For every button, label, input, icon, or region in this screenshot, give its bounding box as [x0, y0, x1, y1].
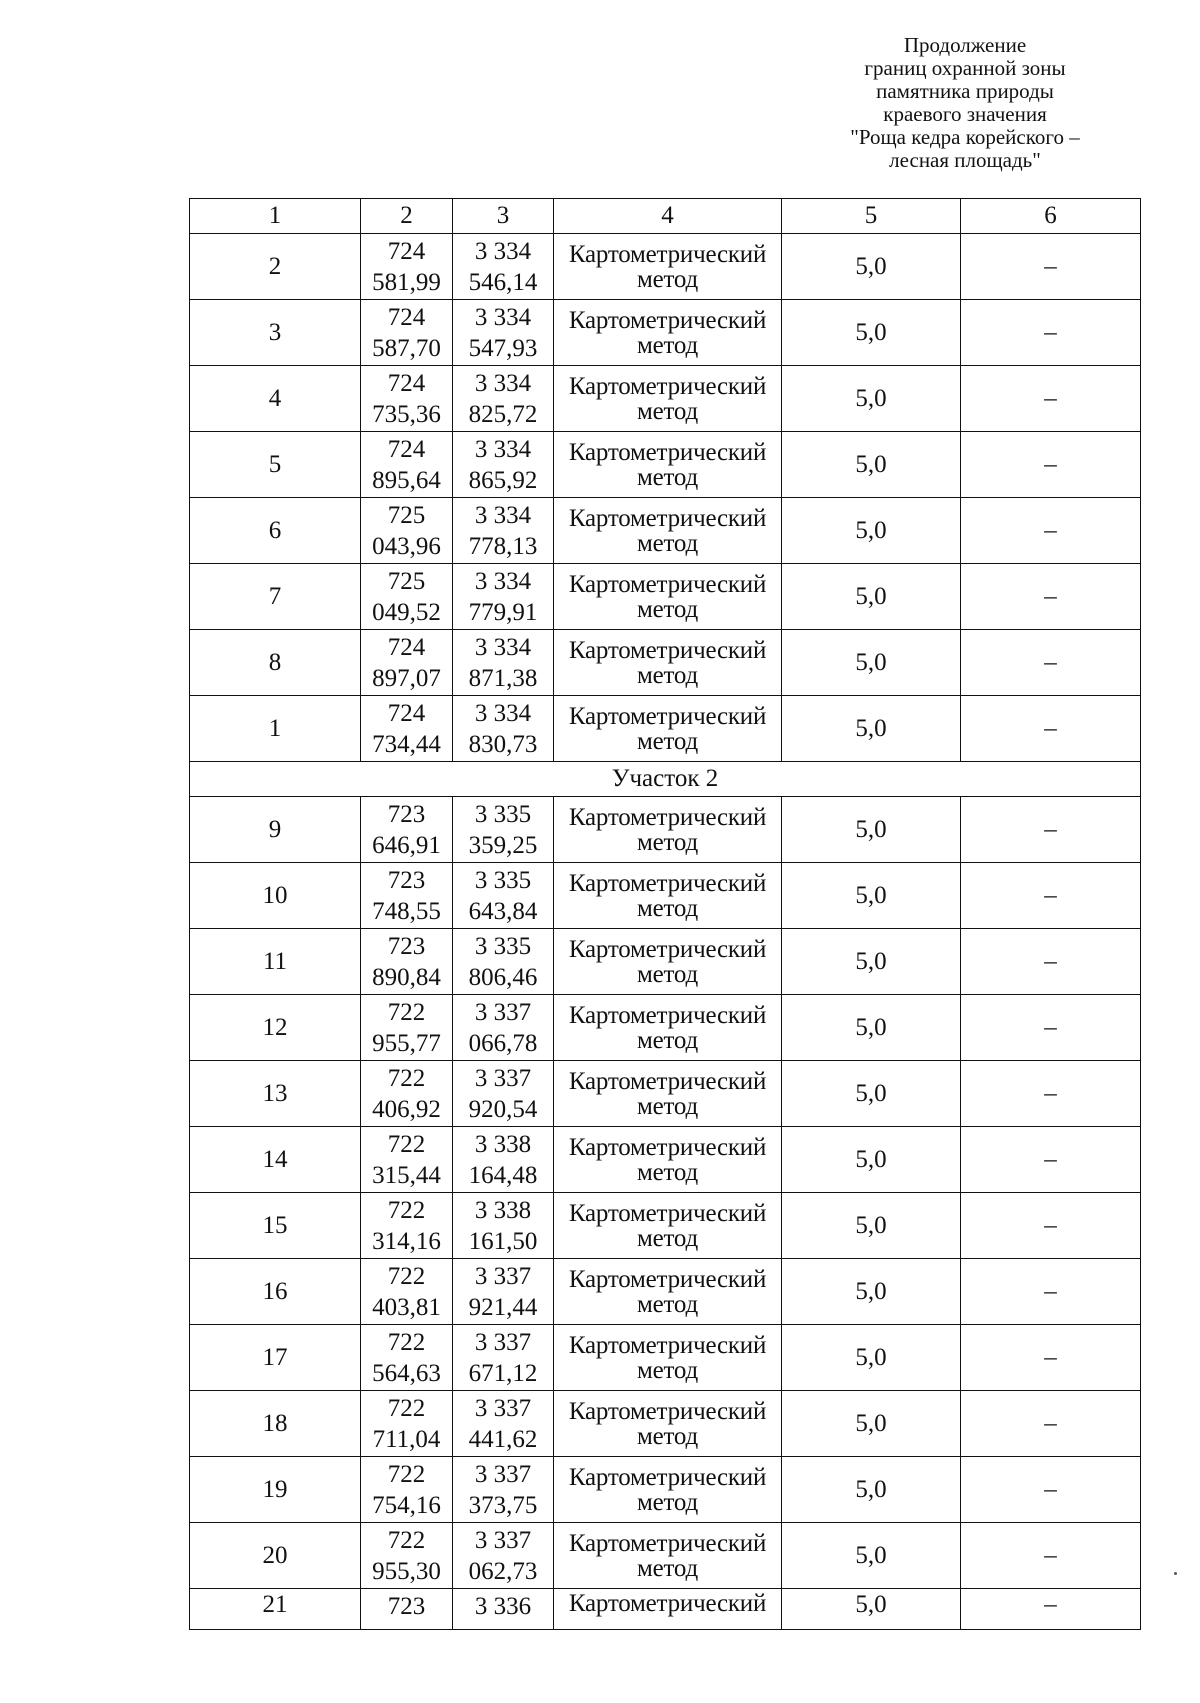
method-line: Картометрический [568, 935, 767, 963]
coordinate-y [453, 234, 554, 300]
coordinate-x-part: 955,77 [372, 1029, 441, 1057]
point-number: 2 [190, 234, 361, 300]
coordinate-y [453, 1523, 554, 1589]
method [554, 797, 782, 863]
coordinate-x [361, 995, 453, 1061]
method-line: Картометрический [568, 1397, 767, 1425]
accuracy: 5,0 [782, 1391, 961, 1457]
accuracy: 5,0 [782, 995, 961, 1061]
coordinate-y-part: 3 337 [474, 1262, 532, 1290]
coordinate-x [361, 1259, 453, 1325]
method-line: метод [636, 1158, 698, 1186]
coordinate-y [453, 929, 554, 995]
accuracy: 5,0 [782, 1325, 961, 1391]
coordinate-y-part: 373,75 [468, 1491, 538, 1519]
coordinate-x [361, 498, 453, 564]
column-header: 1 [190, 199, 361, 234]
table-row [190, 1457, 1141, 1523]
scan-speck [1174, 1572, 1177, 1575]
method-line: метод [636, 397, 698, 425]
accuracy: 5,0 [782, 1061, 961, 1127]
coordinate-x-part: 897,07 [372, 664, 441, 692]
accuracy: 5,0 [782, 1589, 961, 1630]
coordinate-x [361, 1325, 453, 1391]
note: – [961, 432, 1141, 498]
coordinate-x-part: 043,96 [372, 532, 441, 560]
method-line: метод [636, 1026, 698, 1054]
coordinate-y-part: 3 334 [474, 369, 532, 397]
coordinate-x-part: 722 [387, 998, 426, 1026]
coordinate-y-part: 3 334 [474, 633, 532, 661]
coordinate-y-part: 3 334 [474, 501, 532, 529]
coordinate-y-part: 779,91 [468, 598, 538, 626]
method-line: метод [636, 529, 698, 557]
method-line: метод [636, 1290, 698, 1318]
coordinate-y [453, 863, 554, 929]
method [554, 1127, 782, 1193]
coordinate-x [361, 1523, 453, 1589]
table-row [190, 1127, 1141, 1193]
coordinate-y-part: 161,50 [468, 1227, 538, 1255]
method [554, 1523, 782, 1589]
method [554, 929, 782, 995]
coordinate-x-part: 754,16 [372, 1491, 441, 1519]
coordinate-x-part: 735,36 [372, 400, 441, 428]
note: – [961, 1127, 1141, 1193]
coordinate-y-part: 441,62 [468, 1425, 538, 1453]
table-row [190, 1589, 1141, 1630]
coordinate-y-part: 671,12 [468, 1359, 538, 1387]
coordinate-y-part: 3 335 [474, 800, 532, 828]
method-line: Картометрический [568, 570, 767, 598]
coordinate-y [453, 1193, 554, 1259]
coordinate-y-part: 3 335 [474, 932, 532, 960]
coordinate-x-part: 722 [387, 1064, 426, 1092]
coordinate-x-part: 722 [387, 1526, 426, 1554]
coordinate-x-part: 724 [387, 303, 426, 331]
table-row [190, 863, 1141, 929]
coordinate-y-part: 062,73 [468, 1557, 538, 1585]
note: – [961, 630, 1141, 696]
coordinate-y [453, 630, 554, 696]
method [554, 1589, 782, 1630]
coordinate-x-part: 049,52 [372, 598, 441, 626]
coordinate-x-part: 895,64 [372, 466, 441, 494]
method [554, 1259, 782, 1325]
coordinate-y-part: 865,92 [468, 466, 538, 494]
coordinate-y [453, 1127, 554, 1193]
accuracy: 5,0 [782, 1259, 961, 1325]
accuracy: 5,0 [782, 863, 961, 929]
accuracy: 5,0 [782, 366, 961, 432]
method-line: Картометрический [568, 1199, 767, 1227]
coordinates-table [189, 198, 1141, 1630]
method [554, 234, 782, 300]
coordinate-x-part: 723 [387, 800, 426, 828]
caption-line: Продолжение [903, 33, 1027, 57]
coordinate-y-part: 3 337 [474, 1526, 532, 1554]
note: – [961, 498, 1141, 564]
method [554, 1457, 782, 1523]
method-line: Картометрический [568, 1590, 767, 1617]
method [554, 300, 782, 366]
coordinate-y [453, 696, 554, 762]
coordinate-x-part: 722 [387, 1460, 426, 1488]
note: – [961, 1523, 1141, 1589]
column-header: 3 [453, 199, 554, 234]
point-number: 16 [190, 1259, 361, 1325]
coordinate-y-part: 3 338 [474, 1196, 532, 1224]
method-line: метод [636, 1422, 698, 1450]
table-row [190, 630, 1141, 696]
table-row [190, 995, 1141, 1061]
method-line: метод [636, 828, 698, 856]
method-line: метод [636, 1224, 698, 1252]
point-number: 6 [190, 498, 361, 564]
coordinate-y-part: 825,72 [468, 400, 538, 428]
coordinate-y-part: 3 337 [474, 998, 532, 1026]
point-number: 17 [190, 1325, 361, 1391]
point-number: 10 [190, 863, 361, 929]
coordinate-x [361, 1193, 453, 1259]
note: – [961, 995, 1141, 1061]
method [554, 498, 782, 564]
accuracy: 5,0 [782, 1193, 961, 1259]
section-row [190, 762, 1141, 797]
coordinates-table-body [190, 199, 1141, 1630]
method-line: метод [636, 463, 698, 491]
accuracy: 5,0 [782, 1457, 961, 1523]
note: – [961, 1457, 1141, 1523]
coordinate-x [361, 366, 453, 432]
coordinate-x-part: 724 [387, 633, 426, 661]
method-line: метод [636, 265, 698, 293]
method-line: метод [636, 1554, 698, 1582]
coordinate-x-part: 723 [387, 866, 426, 894]
method [554, 1061, 782, 1127]
point-number: 1 [190, 696, 361, 762]
method [554, 432, 782, 498]
coordinate-y-part: 547,93 [468, 334, 538, 362]
method-line: Картометрический [568, 1463, 767, 1491]
method-line: Картометрический [568, 1067, 767, 1095]
method-line: метод [636, 960, 698, 988]
coordinate-x-part: 314,16 [372, 1227, 441, 1255]
method-line: Картометрический [568, 240, 767, 268]
table-row [190, 1061, 1141, 1127]
coordinate-x-part: 711,04 [372, 1425, 441, 1453]
coordinate-x-part: 723 [387, 1593, 426, 1620]
coordinate-x [361, 1457, 453, 1523]
coordinate-y-part: 3 334 [474, 567, 532, 595]
method-line: Картометрический [568, 869, 767, 897]
coordinate-y-part: 871,38 [468, 664, 538, 692]
method [554, 863, 782, 929]
accuracy: 5,0 [782, 234, 961, 300]
method-line: метод [636, 331, 698, 359]
method-line: Картометрический [568, 372, 767, 400]
coordinate-x [361, 300, 453, 366]
method [554, 1325, 782, 1391]
coordinate-y-part: 3 337 [474, 1394, 532, 1422]
coordinate-y [453, 564, 554, 630]
method [554, 1391, 782, 1457]
table-row [190, 432, 1141, 498]
coordinate-y-part: 3 337 [474, 1064, 532, 1092]
coordinate-y [453, 1391, 554, 1457]
method [554, 630, 782, 696]
coordinate-x [361, 1061, 453, 1127]
coordinate-x-part: 734,44 [372, 730, 441, 758]
point-number: 15 [190, 1193, 361, 1259]
coordinate-y-part: 3 338 [474, 1130, 532, 1158]
coordinate-y [453, 366, 554, 432]
table-row [190, 234, 1141, 300]
coordinate-y [453, 432, 554, 498]
note: – [961, 1259, 1141, 1325]
coordinate-x [361, 797, 453, 863]
method-line: метод [636, 595, 698, 623]
point-number: 11 [190, 929, 361, 995]
table-row [190, 366, 1141, 432]
coordinate-y [453, 1259, 554, 1325]
point-number: 12 [190, 995, 361, 1061]
point-number: 20 [190, 1523, 361, 1589]
table-row [190, 1193, 1141, 1259]
coordinate-y-part: 778,13 [468, 532, 538, 560]
coordinate-x [361, 1127, 453, 1193]
method-line: Картометрический [568, 636, 767, 664]
point-number: 4 [190, 366, 361, 432]
coordinate-x-part: 724 [387, 435, 426, 463]
table-row [190, 300, 1141, 366]
accuracy: 5,0 [782, 929, 961, 995]
table-row [190, 797, 1141, 863]
coordinate-y [453, 1457, 554, 1523]
coordinate-y-part: 3 335 [474, 866, 532, 894]
note: – [961, 300, 1141, 366]
point-number: 19 [190, 1457, 361, 1523]
method-line: Картометрический [568, 702, 767, 730]
caption-line: границ охранной зоны [864, 56, 1066, 80]
coordinate-x [361, 564, 453, 630]
coordinate-x-part: 724 [387, 237, 426, 265]
accuracy: 5,0 [782, 1523, 961, 1589]
column-header: 6 [961, 199, 1141, 234]
coordinate-y-part: 3 334 [474, 237, 532, 265]
table-row [190, 929, 1141, 995]
note: – [961, 929, 1141, 995]
coordinate-x-part: 581,99 [372, 268, 441, 296]
accuracy: 5,0 [782, 630, 961, 696]
point-number: 5 [190, 432, 361, 498]
coordinate-x [361, 234, 453, 300]
caption-line: лесная площадь" [889, 148, 1041, 172]
method-line: Картометрический [568, 1001, 767, 1029]
note: – [961, 797, 1141, 863]
method-line: метод [636, 727, 698, 755]
coordinate-y-part: 830,73 [468, 730, 538, 758]
page-caption [810, 34, 1120, 172]
method-line: Картометрический [568, 1133, 767, 1161]
coordinate-x [361, 432, 453, 498]
coordinate-x-part: 724 [387, 369, 426, 397]
coordinate-x-part: 646,91 [372, 831, 441, 859]
coordinate-y [453, 300, 554, 366]
note: – [961, 366, 1141, 432]
coordinate-y-part: 806,46 [468, 963, 538, 991]
caption-line: "Роща кедра корейского – [850, 125, 1080, 149]
coordinate-y-part: 3 337 [474, 1328, 532, 1356]
note: – [961, 1325, 1141, 1391]
coordinate-x-part: 890,84 [372, 963, 441, 991]
column-header: 2 [361, 199, 453, 234]
table-row [190, 1391, 1141, 1457]
method-line: метод [636, 1356, 698, 1384]
coordinate-y-part: 643,84 [468, 897, 538, 925]
method-line: Картометрический [568, 1331, 767, 1359]
coordinate-x-part: 564,63 [372, 1359, 441, 1387]
caption-line: памятника природы [876, 79, 1054, 103]
coordinate-y-part: 164,48 [468, 1161, 538, 1189]
point-number: 21 [190, 1589, 361, 1630]
coordinate-x-part: 724 [387, 699, 426, 727]
accuracy: 5,0 [782, 300, 961, 366]
coordinate-y [453, 498, 554, 564]
method [554, 366, 782, 432]
method-line: Картометрический [568, 504, 767, 532]
coordinate-x-part: 722 [387, 1394, 426, 1422]
coordinate-x-part: 722 [387, 1196, 426, 1224]
coordinate-y [453, 1325, 554, 1391]
table-row [190, 1523, 1141, 1589]
method-line: метод [636, 1092, 698, 1120]
coordinate-y [453, 1061, 554, 1127]
method-line: метод [636, 894, 698, 922]
method-line: Картометрический [568, 1265, 767, 1293]
coordinate-y [453, 1589, 554, 1630]
table-row [190, 1259, 1141, 1325]
coordinate-y-part: 3 337 [474, 1460, 532, 1488]
coordinate-x-part: 587,70 [372, 334, 441, 362]
point-number: 18 [190, 1391, 361, 1457]
method [554, 1193, 782, 1259]
table-row [190, 564, 1141, 630]
coordinate-y [453, 995, 554, 1061]
coordinate-y-part: 066,78 [468, 1029, 538, 1057]
method-line: Картометрический [568, 803, 767, 831]
note: – [961, 564, 1141, 630]
column-header: 5 [782, 199, 961, 234]
accuracy: 5,0 [782, 797, 961, 863]
coordinate-x-part: 725 [387, 501, 426, 529]
accuracy: 5,0 [782, 564, 961, 630]
method [554, 696, 782, 762]
coordinate-y-part: 921,44 [468, 1293, 538, 1321]
coordinate-y-part: 3 336 [474, 1593, 532, 1620]
coordinate-x-part: 722 [387, 1328, 426, 1356]
method-line: Картометрический [568, 438, 767, 466]
coordinate-x [361, 1391, 453, 1457]
coordinate-x [361, 929, 453, 995]
method-line: метод [636, 661, 698, 689]
coordinate-x-part: 723 [387, 932, 426, 960]
note: – [961, 863, 1141, 929]
point-number: 13 [190, 1061, 361, 1127]
table-row [190, 498, 1141, 564]
column-header: 4 [554, 199, 782, 234]
coordinate-x-part: 403,81 [372, 1293, 441, 1321]
coordinate-y-part: 3 334 [474, 699, 532, 727]
coordinate-x-part: 955,30 [372, 1557, 441, 1585]
point-number: 8 [190, 630, 361, 696]
coordinate-x-part: 406,92 [372, 1095, 441, 1123]
note: – [961, 1193, 1141, 1259]
accuracy: 5,0 [782, 1127, 961, 1193]
table-row [190, 696, 1141, 762]
accuracy: 5,0 [782, 432, 961, 498]
coordinate-y [453, 797, 554, 863]
coordinate-x-part: 725 [387, 567, 426, 595]
note: – [961, 696, 1141, 762]
caption-line: краевого значения [883, 102, 1047, 126]
coordinate-x [361, 630, 453, 696]
coordinate-x [361, 863, 453, 929]
method [554, 564, 782, 630]
coordinate-y-part: 359,25 [468, 831, 538, 859]
coordinate-y-part: 546,14 [468, 268, 538, 296]
coordinate-x [361, 696, 453, 762]
coordinate-x-part: 722 [387, 1262, 426, 1290]
point-number: 14 [190, 1127, 361, 1193]
note: – [961, 1061, 1141, 1127]
note: – [961, 234, 1141, 300]
accuracy: 5,0 [782, 498, 961, 564]
coordinate-y-part: 920,54 [468, 1095, 538, 1123]
coordinate-y-part: 3 334 [474, 303, 532, 331]
section-label: Участок 2 [190, 762, 1141, 797]
method-line: метод [636, 1488, 698, 1516]
point-number: 9 [190, 797, 361, 863]
point-number: 3 [190, 300, 361, 366]
coordinate-x [361, 1589, 453, 1630]
note: – [961, 1589, 1141, 1630]
coordinate-x-part: 315,44 [372, 1161, 441, 1189]
coordinate-y-part: 3 334 [474, 435, 532, 463]
method [554, 995, 782, 1061]
table-header-row [190, 199, 1141, 234]
coordinate-x-part: 748,55 [372, 897, 441, 925]
accuracy: 5,0 [782, 696, 961, 762]
table-row [190, 1325, 1141, 1391]
point-number: 7 [190, 564, 361, 630]
note: – [961, 1391, 1141, 1457]
method-line: Картометрический [568, 1529, 767, 1557]
coordinate-x-part: 722 [387, 1130, 426, 1158]
method-line: Картометрический [568, 306, 767, 334]
